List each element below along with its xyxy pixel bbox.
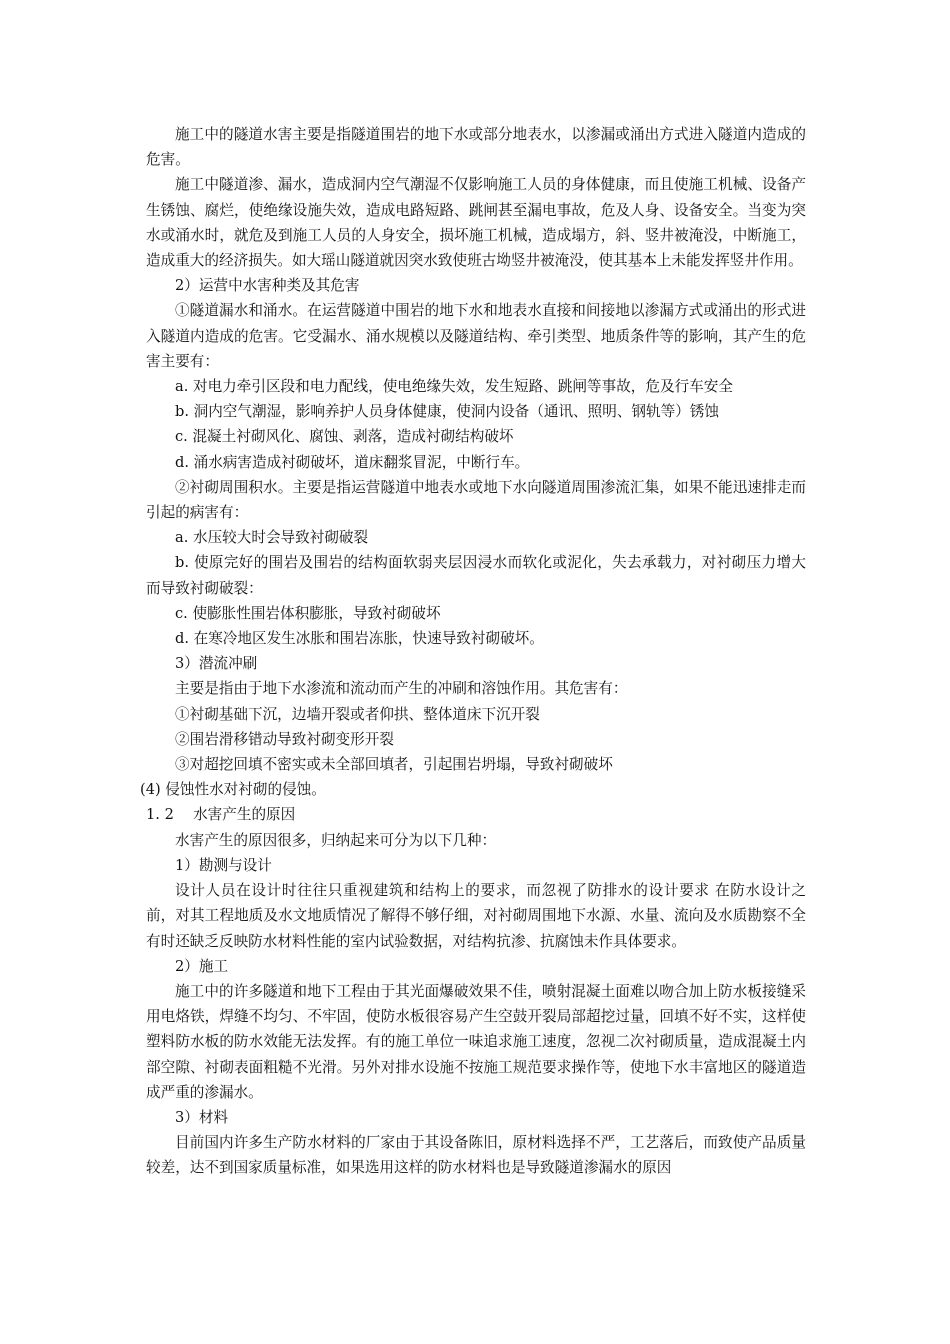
paragraph: 2）运营中水害种类及其危害 bbox=[175, 277, 360, 295]
paragraph: 1）勘测与设计 bbox=[175, 856, 272, 874]
paragraph: (4) 侵蚀性水对衬砌的侵蚀。 bbox=[140, 781, 326, 799]
paragraph: d. 涌水病害造成衬砌破坏，道床翻浆冒泥，中断行车。 bbox=[175, 453, 530, 471]
paragraph: 主要是指由于地下水渗流和流动而产生的冲刷和溶蚀作用。其危害有： bbox=[175, 680, 628, 698]
paragraph: 施工中的隧道水害主要是指隧道围岩的地下水或部分地表水，以渗漏或涌出方式进入隧道内造成的危害。 bbox=[146, 126, 806, 169]
paragraph: ②围岩滑移错动导致衬砌变形开裂 bbox=[175, 730, 394, 748]
paragraph: a. 对电力牵引区段和电力配线，使电绝缘失效，发生短路、跳闸等事故，危及行车安全 bbox=[175, 378, 733, 396]
paragraph: 水害产生的原因很多，归纳起来可分为以下几种： bbox=[175, 831, 497, 849]
paragraph: 设计人员在设计时往往只重视建筑和结构上的要求，而忽视了防排水的设计要求 在防水设计之前，对其工程地质及水文地质情况了解得不够仔细，对衬砌周围地下水源、水量、流向及水质勘察不全有时还缺乏反映防水材料性能的室内试验数据，对结构抗渗、抗腐蚀未作具体要求。 bbox=[146, 882, 806, 950]
paragraph: 3）材料 bbox=[175, 1108, 229, 1126]
paragraph: b. 使原完好的围岩及围岩的结构面软弱夹层因浸水而软化或泥化，失去承载力，对衬砌压力增大而导致衬砌破裂： bbox=[146, 554, 806, 597]
paragraph: ①隧道漏水和涌水。在运营隧道中围岩的地下水和地表水直接和间接地以渗漏方式或涌出的形式进入隧道内造成的危害。它受漏水、涌水规模以及隧道结构、牵引类型、地质条件等的影响，其产生的危害主要有： bbox=[146, 302, 806, 370]
paragraph: d. 在寒冷地区发生冰胀和围岩冻胀，快速导致衬砌破坏。 bbox=[175, 630, 544, 648]
paragraph: b. 洞内空气潮湿，影响养护人员身体健康，使洞内设备（通讯、照明、钢轨等）锈蚀 bbox=[175, 403, 719, 421]
paragraph: 1. 2 水害产生的原因 bbox=[146, 806, 296, 824]
paragraph: ②衬砌周围积水。主要是指运营隧道中地表水或地下水向隧道周围渗流汇集，如果不能迅速排走而引起的病害有： bbox=[146, 478, 806, 522]
paragraph: c. 使膨胀性围岩体积膨胀，导致衬砌破坏 bbox=[175, 604, 441, 622]
paragraph: 2）施工 bbox=[175, 957, 229, 975]
paragraph: 施工中的许多隧道和地下工程由于其光面爆破效果不佳，喷射混凝土面难以吻合加上防水板接缝采用电烙铁，焊缝不均匀、不牢固，使防水板很容易产生空鼓开裂局部超挖过量，回填不好不实，这样使塑料防水板的防水效能无法发挥。有的施工单位一味追求施工速度，忽视二次衬砌质量，造成混凝土内部空隙、衬砌表面粗糙不光滑。另外对排水设施不按施工规范要求操作等，使地下水丰富地区的隧道造成严重的渗漏水。 bbox=[146, 982, 806, 1101]
paragraph: 3）潜流冲刷 bbox=[175, 655, 258, 673]
paragraph: c. 混凝土衬砌风化、腐蚀、剥落，造成衬砌结构破坏 bbox=[175, 428, 514, 446]
paragraph: 施工中隧道渗、漏水，造成洞内空气潮湿不仅影响施工人员的身体健康，而且使施工机械、设备产生锈蚀、腐烂，使绝缘设施失效，造成电路短路、跳闸甚至漏电事故，危及人身、设备安全。当变为突水或涌水时，就危及到施工人员的人身安全，损坏施工机械，造成塌方，斜、竖井被淹没，中断施工，造成重大的经济损失。如大瑶山隧道就因突水致使班古坳竖井被淹没，使其基本上未能发挥竖井作用。 bbox=[146, 176, 806, 270]
paragraph: ③对超挖回填不密实或未全部回填者，引起围岩坍塌，导致衬砌破坏 bbox=[175, 756, 613, 774]
paragraph: a. 水压较大时会导致衬砌破裂 bbox=[175, 529, 369, 547]
document-body bbox=[140, 122, 806, 1181]
paragraph: 目前国内许多生产防水材料的厂家由于其设备陈旧，原材料选择不严，工艺落后，而致使产品质量较差，达不到国家质量标准，如果选用这样的防水材料也是导致隧道渗漏水的原因 bbox=[146, 1134, 806, 1177]
paragraph: ①衬砌基础下沉，边墙开裂或者仰拱、整体道床下沉开裂 bbox=[175, 705, 540, 723]
